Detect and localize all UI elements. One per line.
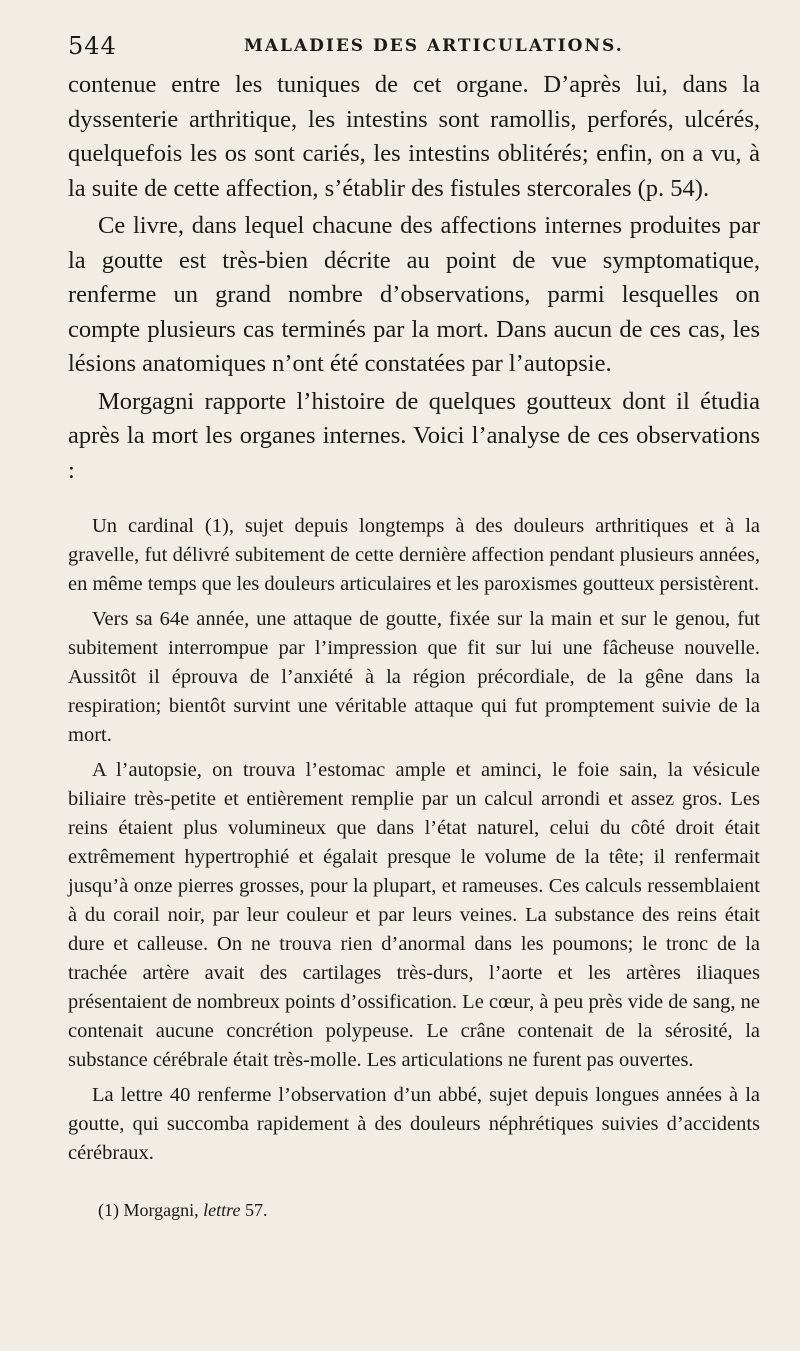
page-number: 544 [68, 32, 117, 60]
quoted-paragraph: Vers sa 64e année, une attaque de goutte, fixée sur la main et sur le genou, fut subitement interrompue par l’impression que fit sur lui une fâcheuse nouvelle. Aussitôt il éprouva de l’anxiété à la région précordiale, de la gêne dans la respiration; bientôt survint une véritable attaque qui fut promptement suivie de la mort. [68, 608, 760, 746]
footnote-italic: lettre [203, 1200, 241, 1220]
page-header [68, 28, 760, 68]
paragraph: Ce livre, dans lequel chacune des affections internes produites par la goutte est très-bien décrite au point de vue symptomatique, renferme un grand nombre d’observations, parmi lesquelles on compte plusieurs cas terminés par la mort. Dans aucun de ces cas, les lésions anatomiques n’ont été constatées par l’autopsie. [68, 212, 760, 377]
running-head: MALADIES DES ARTICULATIONS. [244, 36, 624, 56]
paragraph: Morgagni rapporte l’histoire de quelques goutteux dont il étudia après la mort les organes internes. Voici l’analyse de ces observations : [68, 387, 760, 484]
quoted-paragraph: Un cardinal (1), sujet depuis longtemps à des douleurs arthritiques et à la gravelle, fut délivré subitement de cette dernière affection pendant plusieurs années, en même temps que les douleurs articulaires et les paroxismes goutteux persistèrent. [68, 515, 760, 595]
main-text [68, 68, 760, 488]
footnote-ref: (1) Morgagni, [98, 1200, 199, 1220]
footnote [68, 1198, 760, 1222]
quoted-observation [68, 512, 760, 1168]
quoted-paragraph: La lettre 40 renferme l’observation d’un abbé, sujet depuis longues années à la goutte, qui succomba rapidement à des douleurs néphrétiques suivies d’accidents cérébraux. [68, 1084, 760, 1164]
footnote-number: 57. [244, 1200, 268, 1220]
paragraph: contenue entre les tuniques de cet organe. D’après lui, dans la dyssenterie arthritique, les intestins sont ramollis, perforés, ulcérés, quelquefois les os sont cariés, les intestins oblitérés; enfin, on a vu, à la suite de cette affection, s’établir des fistules stercorales (p. 54). [68, 71, 760, 202]
quoted-paragraph: A l’autopsie, on trouva l’estomac ample et aminci, le foie sain, la vésicule biliaire très-petite et entièrement remplie par un calcul arrondi et assez gros. Les reins étaient plus volumineux que dans l’état naturel, celui du côté droit était extrêmement hypertrophié et égalait presque le volume de la tête; il renfermait jusqu’à onze pierres grosses, pour la plupart, et rameuses. Ces calculs ressemblaient à du corail noir, par leur couleur et par leurs veines. La substance des reins était dure et calleuse. On ne trouva rien d’anormal dans les poumons; le tronc de la trachée artère avait des cartilages très-durs, l’aorte et les artères iliaques présentaient de nombreux points d’ossification. Le cœur, à peu près vide de sang, ne contenait aucune concrétion polypeuse. Le crâne contenait de la sérosité, la substance cérébrale était très-molle. Les articulations ne furent pas ouvertes. [68, 759, 760, 1071]
